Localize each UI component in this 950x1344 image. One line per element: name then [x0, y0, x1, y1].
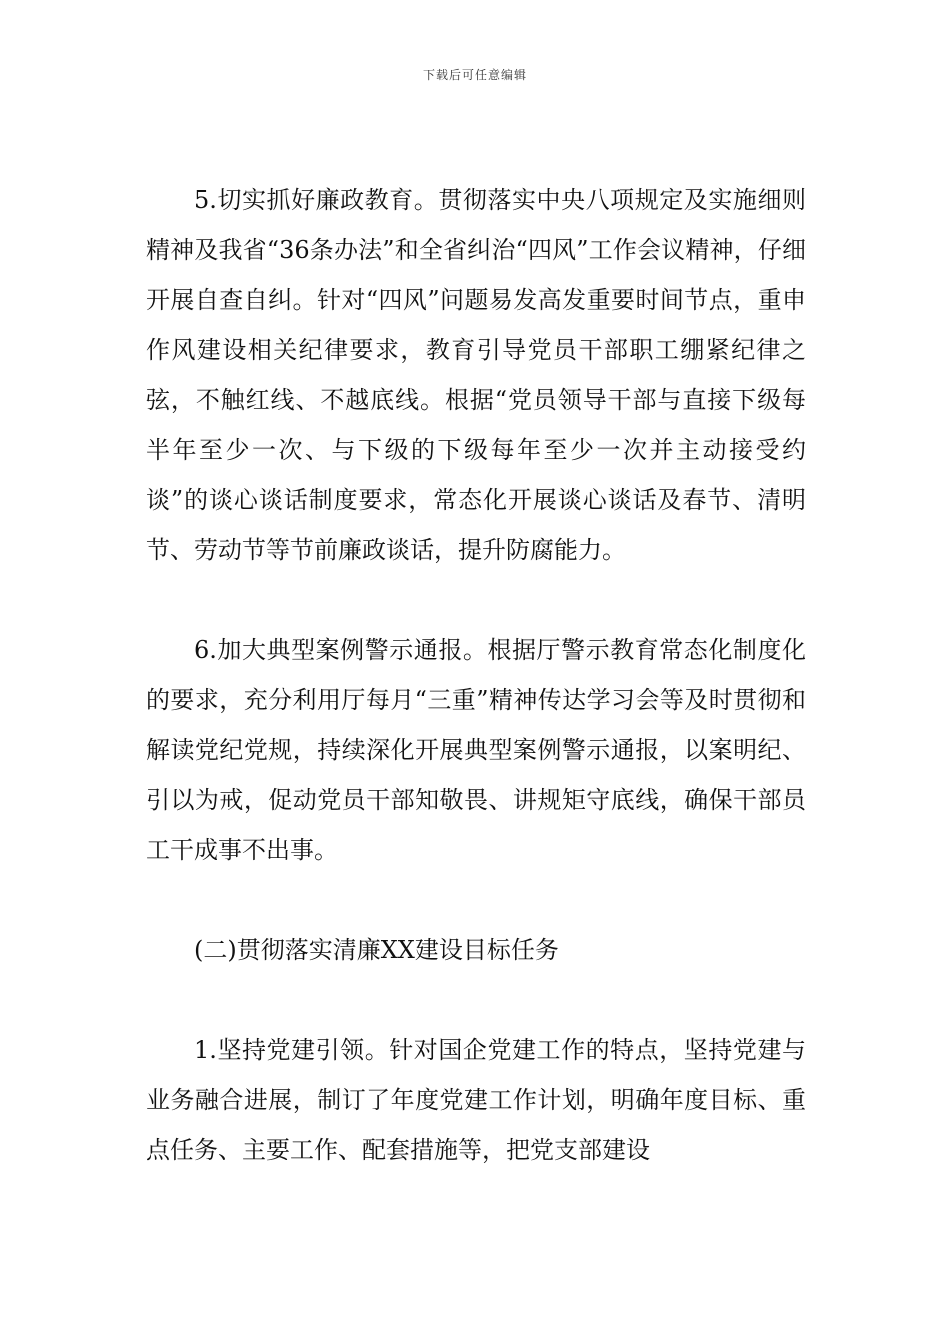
page-header-note: 下载后可任意编辑: [422, 68, 527, 82]
section-heading-2: (二)贯彻落实清廉XX建设目标任务: [194, 936, 559, 964]
document-body: [146, 175, 806, 1175]
paragraph-1-party-building: 1.坚持党建引领。针对国企党建工作的特点，坚持党建与业务融合进展，制订了年度党建工作计划，明确年度目标、重点任务、主要工作、配套措施等，把党支部建设: [146, 1036, 806, 1164]
paragraph-5-integrity-education: 5.切实抓好廉政教育。贯彻落实中央八项规定及实施细则精神及我省“36条办法”和全省纠治“四风”工作会议精神，仔细开展自查自纠。针对“四风”问题易发高发重要时间节点，重申作风建设相关纪律要求，教育引导党员干部职工绷紧纪律之弦，不触红线、不越底线。根据“党员领导干部与直接下级每半年至少一次、与下级的下级每年至少一次并主动接受约谈”的谈心谈话制度要求，常态化开展谈心谈话及春节、清明节、劳动节等节前廉政谈话，提升防腐能力。: [146, 186, 806, 564]
paragraph-6-warning-cases: 6.加大典型案例警示通报。根据厅警示教育常态化制度化的要求，充分利用厅每月“三重”精神传达学习会等及时贯彻和解读党纪党规，持续深化开展典型案例警示通报，以案明纪、引以为戒，促动党员干部知敬畏、讲规矩守底线，确保干部员工干成事不出事。: [146, 636, 806, 864]
